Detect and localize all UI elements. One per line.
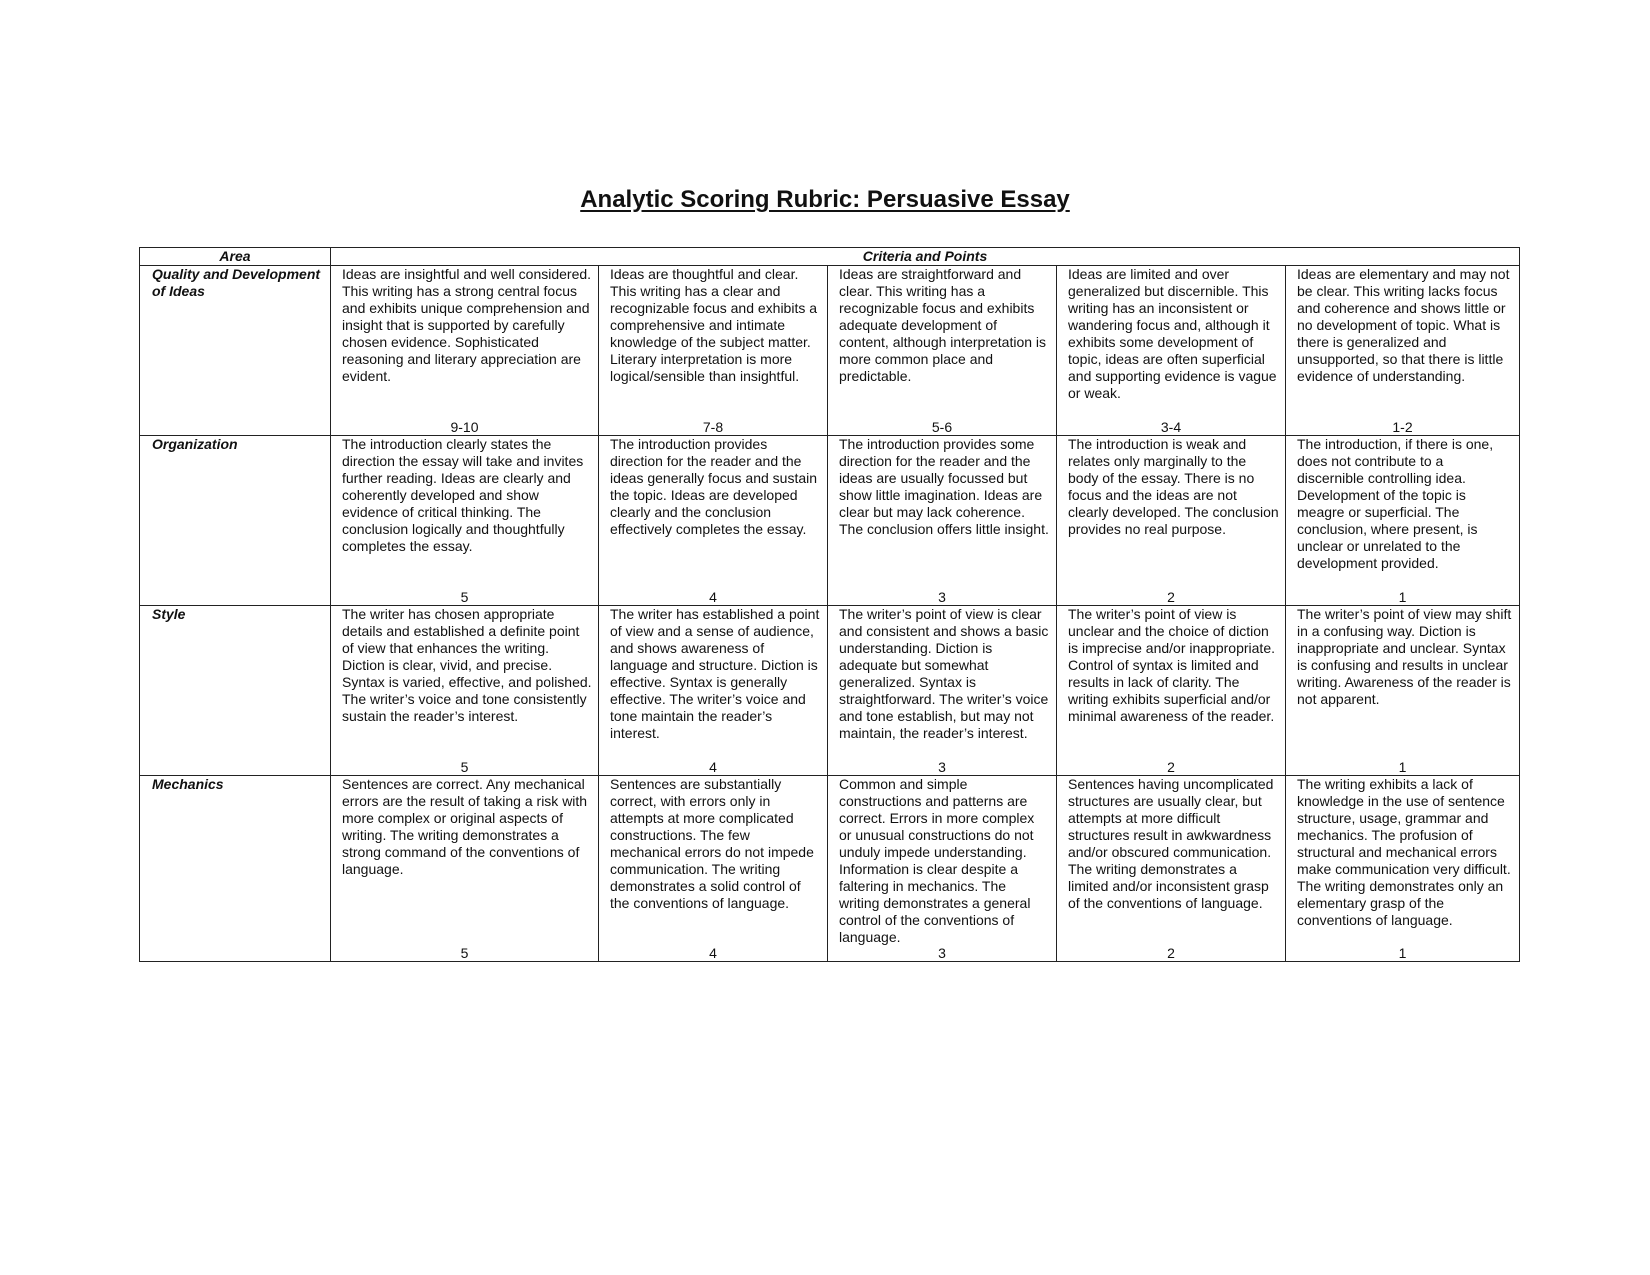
points-label: 2 [1167,945,1175,961]
header-row [140,248,1520,266]
criteria-cell [1057,266,1286,436]
criteria-text: The writer’s point of view may shift in a confusing way. Diction is inappropriate and unclear. Syntax is confusing and results in unclear writing. Awareness of the reader is not apparent. [1297,606,1512,707]
criteria-cell [1057,776,1286,962]
criteria-text: The writer’s point of view is unclear and the choice of diction is imprecise and/or inappropriate. Control of syntax is limited and results in lack of clarity. The writing exhibits superficial and/or minimal awareness of the reader. [1068,606,1275,724]
points-label: 2 [1167,589,1175,605]
points-label: 5 [460,589,469,605]
points-label: 3 [938,589,946,605]
criteria-cell [1057,436,1286,606]
criteria-text: The introduction clearly states the direction the essay will take and invites further reading. Ideas are clearly and coherently developed and show evidence of critical thinking. The conclusion logically and thoughtfully completes the essay. [342,436,584,554]
area-label: Mechanics [140,776,331,962]
points-label: 9-10 [450,419,479,435]
criteria-text: The introduction provides some direction for the reader and the ideas are usually focussed but show little imagination. Ideas are clear but may lack coherence. The conclusion offers little insight. [839,436,1049,537]
points-label: 4 [709,945,717,961]
criteria-text: The writing exhibits a lack of knowledge in the use of sentence structure, usage, grammar and mechanics. The profusion of structural and mechanical errors make communication very difficult. The writing demonstrates only an elementary grasp of the conventions of language. [1297,776,1511,928]
criteria-text: Common and simple constructions and patterns are correct. Errors in more complex or unusual constructions do not unduly impede understanding. Information is clear despite a faltering in mechanics. The writing demonstrates a general control of the conventions of language. [839,776,1035,945]
points-label: 5 [460,945,469,961]
points-label: 3 [938,945,946,961]
header-criteria: Criteria and Points [331,248,1520,266]
criteria-text: The introduction provides direction for the reader and the ideas generally focus and sustain the topic. Ideas are developed clearly and the conclusion effectively completes the essay. [610,436,818,537]
table-row [140,606,1520,776]
criteria-cell [1286,266,1520,436]
criteria-cell [599,436,828,606]
criteria-cell [1057,606,1286,776]
criteria-cell [828,436,1057,606]
points-label: 1 [1398,945,1407,961]
criteria-cell [331,266,599,436]
rubric-table [139,247,1520,962]
criteria-text: Ideas are insightful and well considered. This writing has a strong central focus and exhibits unique comprehension and insight that is supported by carefully chosen evidence. Sophisticated reasoning and literary appreciation are evident. [342,266,592,384]
points-label: 5-6 [931,419,953,435]
criteria-text: Ideas are elementary and may not be clear. This writing lacks focus and coherence and shows little or no development of topic. What is there is generalized and unsupported, so that there is little evidence of understanding. [1297,266,1510,384]
criteria-text: Sentences having uncomplicated structures are usually clear, but attempts at more difficult structures result in awkwardness and/or obscured communication. The writing demonstrates a limited and/or inconsistent grasp of the conventions of language. [1068,776,1274,911]
criteria-cell [828,606,1057,776]
criteria-cell [599,776,828,962]
header-area: Area [140,248,331,266]
criteria-text: Sentences are substantially correct, with errors only in attempts at more complicated constructions. The few mechanical errors do not impede communication. The writing demonstrates a solid control of the conventions of language. [610,776,814,911]
area-label: Quality and Development of Ideas [140,266,331,436]
criteria-cell [599,266,828,436]
criteria-cell [828,266,1057,436]
table-row [140,776,1520,962]
criteria-text: Ideas are limited and over generalized but discernible. This writing has an inconsistent or wandering focus and, although it exhibits some development of topic, ideas are often superficial and supporting evidence is vague or weak. [1068,266,1277,401]
area-label: Organization [140,436,331,606]
points-label: 3-4 [1160,419,1182,435]
criteria-cell [1286,776,1520,962]
points-label: 2 [1167,759,1175,775]
points-label: 1 [1398,759,1407,775]
criteria-cell [1286,436,1520,606]
criteria-cell [828,776,1057,962]
criteria-text: The introduction is weak and relates only marginally to the body of the essay. There is no focus and the ideas are not clearly developed. The conclusion provides no real purpose. [1068,436,1279,537]
points-label: 4 [709,589,717,605]
area-label: Style [140,606,331,776]
table-row [140,266,1520,436]
criteria-text: Sentences are correct. Any mechanical errors are the result of taking a risk with more complex or original aspects of writing. The writing demonstrates a strong command of the conventions of language. [342,776,588,877]
criteria-text: Ideas are straightforward and clear. This writing has a recognizable focus and exhibits adequate development of content, although interpretation is more common place and predictable. [839,266,1047,384]
points-label: 3 [938,759,946,775]
criteria-cell [1286,606,1520,776]
points-label: 1 [1398,589,1407,605]
points-label: 1-2 [1392,419,1413,435]
table-row [140,436,1520,606]
points-label: 5 [460,759,469,775]
points-label: 4 [709,759,717,775]
points-label: 7-8 [702,419,724,435]
criteria-cell [599,606,828,776]
criteria-cell [331,606,599,776]
page-title: Analytic Scoring Rubric: Persuasive Essay [580,186,1070,213]
criteria-text: The writer’s point of view is clear and consistent and shows a basic understanding. Diction is adequate but somewhat generalized. Syntax is straightforward. The writer’s voice and tone establish, but may not maintain, the reader’s interest. [839,606,1049,741]
criteria-text: The introduction, if there is one, does not contribute to a discernible controlling idea. Development of the topic is meagre or superficial. The conclusion, where present, is unclear or unrelated to the development provided. [1297,436,1494,571]
criteria-text: Ideas are thoughtful and clear. This writing has a clear and recognizable focus and exhibits a comprehensive and intimate knowledge of the subject matter. Literary interpretation is more logical/sensible than insightful. [610,266,818,384]
criteria-text: The writer has established a point of view and a sense of audience, and shows awareness of language and structure. Diction is effective. Syntax is generally effective. The writer’s voice and tone maintain the reader’s interest. [610,606,820,741]
criteria-cell [331,776,599,962]
criteria-cell [331,436,599,606]
criteria-text: The writer has chosen appropriate details and established a definite point of view that enhances the writing. Diction is clear, vivid, and precise. Syntax is varied, effective, and polished. The writer’s voice and tone consistently sustain the reader’s interest. [342,606,592,724]
